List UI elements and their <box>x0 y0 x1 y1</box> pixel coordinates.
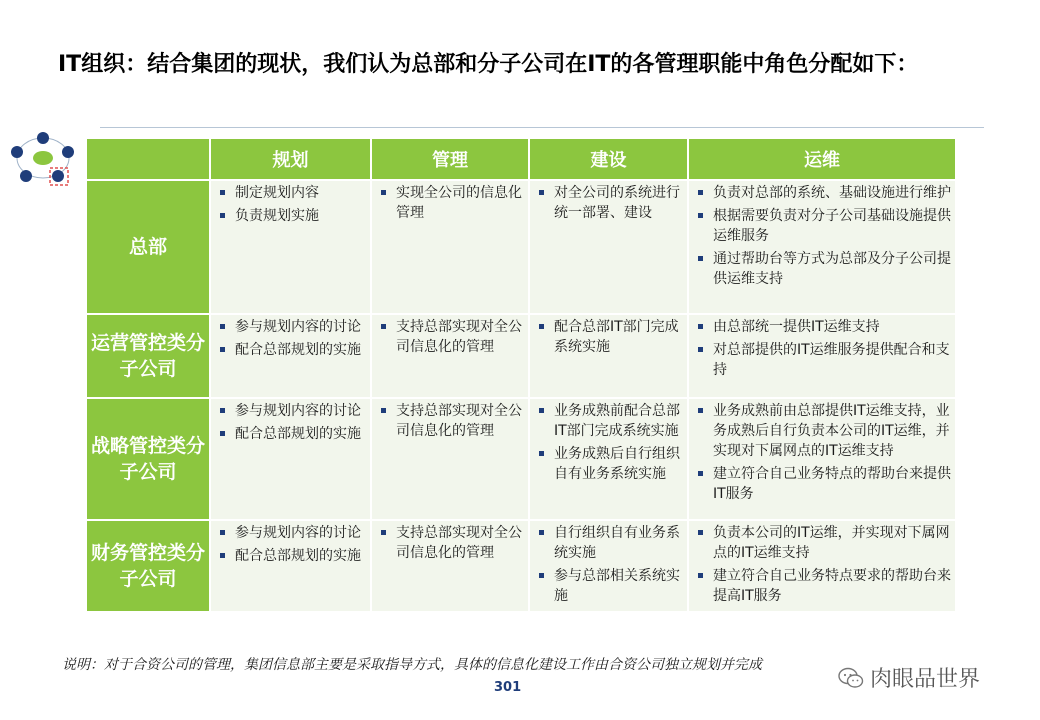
list-item: 配合总部规划的实施 <box>217 546 366 566</box>
table-cell <box>689 521 955 611</box>
list-item: 对总部提供的IT运维服务提供配合和支持 <box>695 340 951 380</box>
column-header-operations: 运维 <box>689 139 955 179</box>
list-item: 参与规划内容的讨论 <box>217 401 366 421</box>
list-item: 支持总部实现对全公司信息化的管理 <box>378 523 524 563</box>
list-item: 参与总部相关系统实施 <box>536 566 683 606</box>
role-allocation-table <box>85 137 957 613</box>
watermark <box>838 662 980 693</box>
column-header-planning: 规划 <box>211 139 370 179</box>
table-cell <box>689 315 955 397</box>
column-header-construction: 建设 <box>530 139 687 179</box>
list-item: 业务成熟后自行组织自有业务系统实施 <box>536 444 683 484</box>
page-number: 301 <box>494 680 522 695</box>
table-cell <box>211 521 370 611</box>
table-cell <box>530 521 687 611</box>
list-item: 实现全公司的信息化管理 <box>378 183 524 223</box>
table-cell <box>530 399 687 519</box>
list-item: 配合总部规划的实施 <box>217 340 366 360</box>
list-item: 负责规划实施 <box>217 206 366 226</box>
list-item: 制定规划内容 <box>217 183 366 203</box>
table-cell <box>211 399 370 519</box>
table-cell <box>689 181 955 313</box>
list-item: 负责本公司的IT运维，并实现对下属网点的IT运维支持 <box>695 523 951 563</box>
table-cell <box>372 181 528 313</box>
list-item: 业务成熟前由总部提供IT运维支持，业务成熟后自行负责本公司的IT运维，并实现对下属网点的IT运维支持 <box>695 401 951 461</box>
column-header-management: 管理 <box>372 139 528 179</box>
list-item: 建立符合自己业务特点的帮助台来提供IT服务 <box>695 464 951 504</box>
table-header-row <box>87 139 955 179</box>
table-cell <box>689 399 955 519</box>
list-item: 配合总部规划的实施 <box>217 424 366 444</box>
table-row <box>87 399 955 519</box>
table-row <box>87 181 955 313</box>
list-item: 配合总部IT部门完成系统实施 <box>536 317 683 357</box>
list-item: 对全公司的系统进行统一部署、建设 <box>536 183 683 223</box>
list-item: 建立符合自己业务特点要求的帮助台来提高IT服务 <box>695 566 951 606</box>
list-item: 业务成熟前配合总部IT部门完成系统实施 <box>536 401 683 441</box>
list-item: 支持总部实现对全公司信息化的管理 <box>378 317 524 357</box>
row-header: 财务管控类分子公司 <box>87 521 209 611</box>
table-corner <box>87 139 209 179</box>
list-item: 自行组织自有业务系统实施 <box>536 523 683 563</box>
table-cell <box>530 315 687 397</box>
wechat-icon <box>838 667 864 689</box>
row-header: 运营管控类分子公司 <box>87 315 209 397</box>
table-row <box>87 521 955 611</box>
list-item: 根据需要负责对分子公司基础设施提供运维服务 <box>695 206 951 246</box>
title-divider <box>100 127 984 128</box>
list-item: 由总部统一提供IT运维支持 <box>695 317 951 337</box>
footnote: 说明：对于合资公司的管理，集团信息部主要是采取指导方式，具体的信息化建设工作由合资公司独立规划并完成 <box>62 657 762 673</box>
page-title: IT组织：结合集团的现状，我们认为总部和分子公司在IT的各管理职能中角色分配如下： <box>58 52 919 77</box>
table-cell <box>530 181 687 313</box>
list-item: 通过帮助台等方式为总部及分子公司提供运维支持 <box>695 249 951 289</box>
table-cell <box>372 399 528 519</box>
list-item: 参与规划内容的讨论 <box>217 317 366 337</box>
list-item: 支持总部实现对全公司信息化的管理 <box>378 401 524 441</box>
row-header: 总部 <box>87 181 209 313</box>
list-item: 负责对总部的系统、基础设施进行维护 <box>695 183 951 203</box>
list-item: 参与规划内容的讨论 <box>217 523 366 543</box>
row-header: 战略管控类分子公司 <box>87 399 209 519</box>
table-cell <box>211 181 370 313</box>
table-row <box>87 315 955 397</box>
table-cell <box>372 315 528 397</box>
table-cell <box>372 521 528 611</box>
management-cycle-icon <box>6 128 84 190</box>
watermark-text: 肉眼品世界 <box>870 667 981 692</box>
table-cell <box>211 315 370 397</box>
